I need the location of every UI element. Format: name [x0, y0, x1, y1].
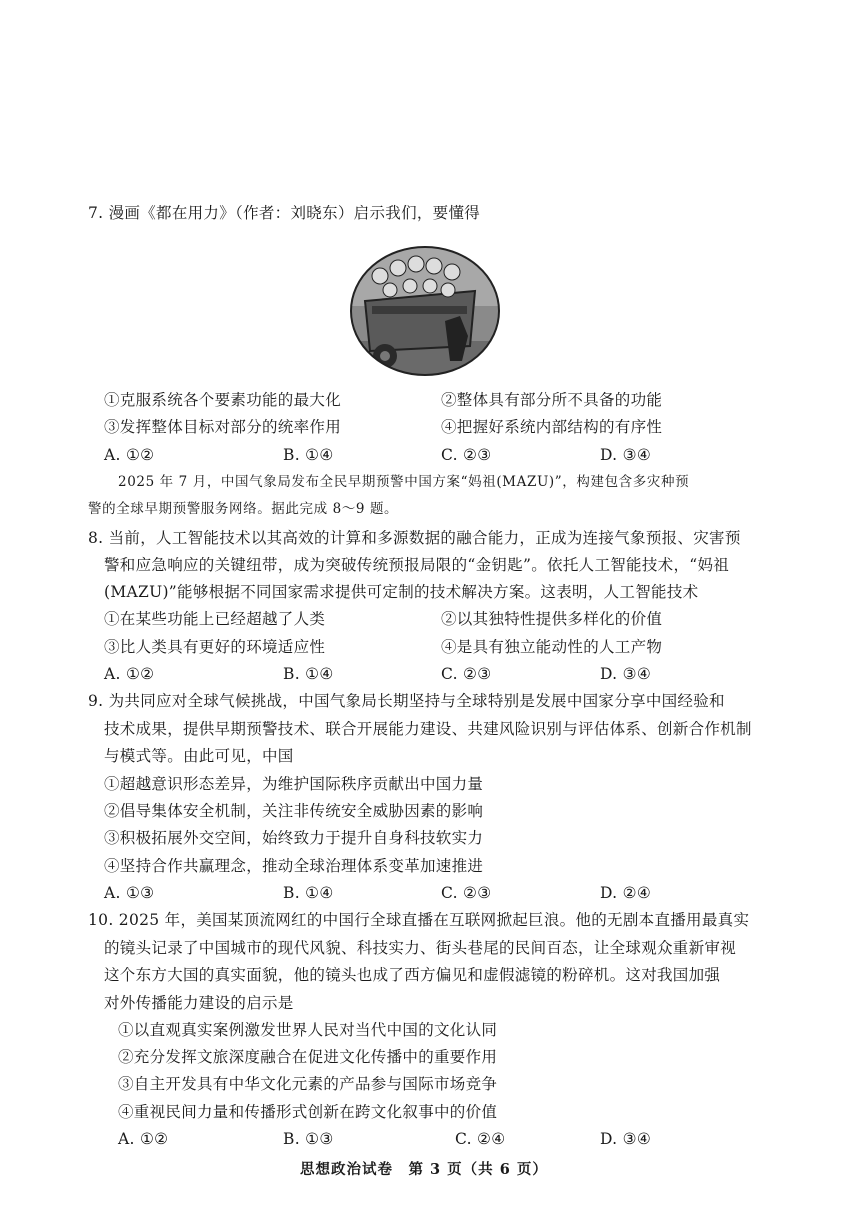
- q10-answer-a: A. ①②: [118, 1130, 169, 1148]
- q9-stem-line-3: 与模式等。由此可见，中国: [104, 747, 294, 765]
- q10-option-1: ①以直观真实案例激发世界人民对当代中国的文化认同: [118, 1021, 498, 1039]
- q7-option-2: ②整体具有部分所不具备的功能: [441, 391, 663, 409]
- q10-stem-line-3: 这个东方大国的真实面貌，他的镜头也成了西方偏见和虚假滤镜的粉碎机。这对我国加强: [104, 966, 721, 984]
- q8-stem-line-3: (MAZU)”能够根据不同国家需求提供可定制的技术解决方案。这表明，人工智能技术: [104, 583, 699, 601]
- page-footer: 思想政治试卷 第 3 页（共 6 页）: [300, 1161, 548, 1178]
- q9-option-1: ①超越意识形态差异，为维护国际秩序贡献出中国力量: [104, 775, 484, 793]
- q10-answer-b: B. ①③: [283, 1130, 334, 1148]
- q10-stem-line-4: 对外传播能力建设的启示是: [104, 994, 294, 1012]
- q8-answer-b: B. ①④: [283, 665, 334, 683]
- q7-option-3: ③发挥整体目标对部分的统率作用: [104, 418, 342, 436]
- q8-stem-line-1: 8. 当前，人工智能技术以其高效的计算和多源数据的融合能力，正成为连接气象预报、灾害预: [88, 529, 741, 547]
- q9-option-3: ③积极拓展外交空间，始终致力于提升自身科技软实力: [104, 829, 484, 847]
- q8-option-2: ②以其独特性提供多样化的价值: [441, 610, 663, 628]
- q8-answer-d: D. ③④: [600, 665, 652, 683]
- q8-option-4: ④是具有独立能动性的人工产物: [441, 638, 663, 656]
- q9-answer-d: D. ②④: [600, 884, 652, 902]
- q10-answer-d: D. ③④: [600, 1130, 652, 1148]
- q10-option-4: ④重视民间力量和传播形式创新在跨文化叙事中的价值: [118, 1103, 498, 1121]
- q8-option-3: ③比人类具有更好的环境适应性: [104, 638, 326, 656]
- q9-answer-b: B. ①④: [283, 884, 334, 902]
- q8-stem-line-2: 警和应急响应的关键纽带，成为突破传统预报局限的“金钥匙”。依托人工智能技术，“妈祖: [104, 556, 730, 574]
- q8-answer-a: A. ①②: [104, 665, 155, 683]
- q10-stem-line-1: 10. 2025 年，美国某顶流网红的中国行全球直播在互联网掀起巨浪。他的无剧本直播用最真实: [88, 911, 750, 929]
- q10-option-3: ③自主开发具有中华文化元素的产品参与国际市场竞争: [118, 1075, 498, 1093]
- cartoon-image: [350, 246, 500, 376]
- material-line-2: 警的全球早期预警服务网络。据此完成 8～9 题。: [88, 501, 399, 517]
- q9-stem-line-1: 9. 为共同应对全球气候挑战，中国气象局长期坚持与全球特别是发展中国家分享中国经验和: [88, 692, 725, 710]
- q9-answer-a: A. ①③: [104, 884, 155, 902]
- q7-answer-b: B. ①④: [283, 446, 334, 464]
- q10-answer-c: C. ②④: [455, 1130, 506, 1148]
- q9-option-4: ④坚持合作共赢理念，推动全球治理体系变革加速推进: [104, 857, 484, 875]
- q8-option-1: ①在某些功能上已经超越了人类: [104, 610, 326, 628]
- q9-option-2: ②倡导集体安全机制，关注非传统安全威胁因素的影响: [104, 802, 484, 820]
- q7-stem: 7. 漫画《都在用力》（作者：刘晓东）启示我们，要懂得: [88, 204, 481, 222]
- material-line-1: 2025 年 7 月，中国气象局发布全民早期预警中国方案“妈祖(MAZU)”，构建包含多灾种预: [118, 474, 690, 490]
- q8-answer-c: C. ②③: [441, 665, 492, 683]
- q7-option-4: ④把握好系统内部结构的有序性: [441, 418, 663, 436]
- q9-answer-c: C. ②③: [441, 884, 492, 902]
- q7-answer-c: C. ②③: [441, 446, 492, 464]
- q9-stem-line-2: 技术成果，提供早期预警技术、联合开展能力建设、共建风险识别与评估体系、创新合作机制: [104, 720, 752, 738]
- q10-stem-line-2: 的镜头记录了中国城市的现代风貌、科技实力、街头巷尾的民间百态，让全球观众重新审视: [104, 939, 737, 957]
- q7-answer-d: D. ③④: [600, 446, 652, 464]
- q7-answer-a: A. ①②: [104, 446, 155, 464]
- q10-option-2: ②充分发挥文旅深度融合在促进文化传播中的重要作用: [118, 1048, 498, 1066]
- q7-option-1: ①克服系统各个要素功能的最大化: [104, 391, 342, 409]
